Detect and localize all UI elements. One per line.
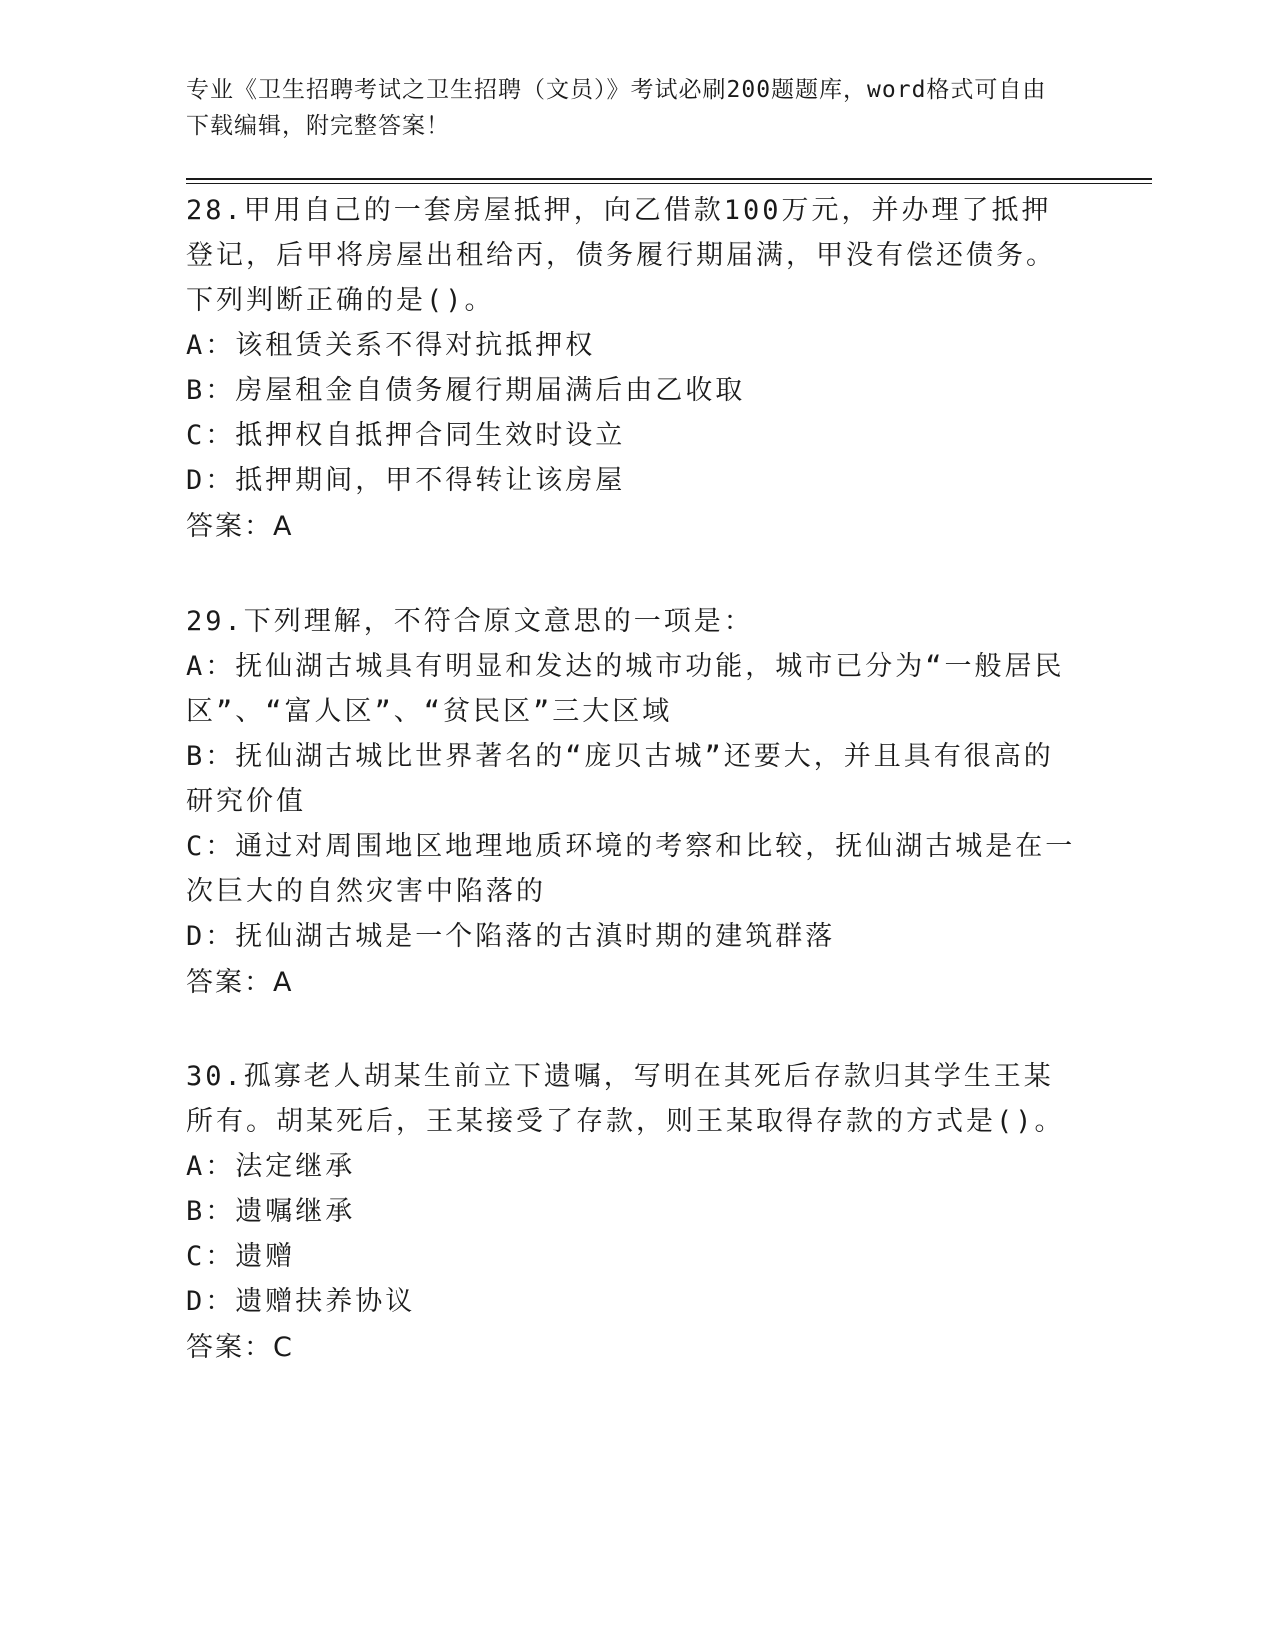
document-header: 专业《卫生招聘考试之卫生招聘（文员）》考试必刷200题题库，word格式可自由下载编辑，附完整答案！ [186, 77, 1047, 139]
option-a: A：该租赁关系不得对抗抵押权 [186, 330, 596, 361]
option-d: D：抵押期间，甲不得转让该房屋 [186, 465, 626, 496]
answer: 答案：A [186, 967, 294, 998]
question-stem: 29.下列理解，不符合原文意思的一项是： [186, 606, 754, 637]
option-a: A：法定继承 [186, 1151, 356, 1182]
option-d: D：遗赠扶养协议 [186, 1286, 416, 1317]
question-stem: 30.孤寡老人胡某生前立下遗嘱，写明在其死后存款归其学生王某所有。胡某死后，王某接受了存款，则王某取得存款的方式是()。 [186, 1061, 1065, 1137]
header-divider-top [186, 178, 1152, 180]
option-b: B：房屋租金自债务履行期届满后由乙收取 [186, 375, 746, 406]
question-30 [186, 1054, 1076, 1370]
option-c: C：抵押权自抵押合同生效时设立 [186, 420, 626, 451]
option-b: B：抚仙湖古城比世界著名的“庞贝古城”还要大，并且具有很高的研究价值 [186, 741, 1054, 817]
header-divider-bottom [186, 183, 1152, 184]
option-d: D：抚仙湖古城是一个陷落的古滇时期的建筑群落 [186, 921, 836, 952]
question-stem: 28.甲用自己的一套房屋抵押，向乙借款100万元，并办理了抵押登记，后甲将房屋出租给丙，债务履行期届满，甲没有偿还债务。下列判断正确的是()。 [186, 195, 1056, 316]
answer: 答案：C [186, 1332, 294, 1363]
answer: 答案：A [186, 511, 294, 542]
option-c: C：通过对周围地区地理地质环境的考察和比较，抚仙湖古城是在一次巨大的自然灾害中陷落的 [186, 831, 1076, 907]
option-c: C：遗赠 [186, 1241, 296, 1272]
option-a: A：抚仙湖古城具有明显和发达的城市功能，城市已分为“一般居民区”、“富人区”、“贫民区”三大区域 [186, 651, 1065, 727]
question-28 [186, 188, 1076, 549]
option-b: B：遗嘱继承 [186, 1196, 356, 1227]
question-29 [186, 599, 1076, 1005]
